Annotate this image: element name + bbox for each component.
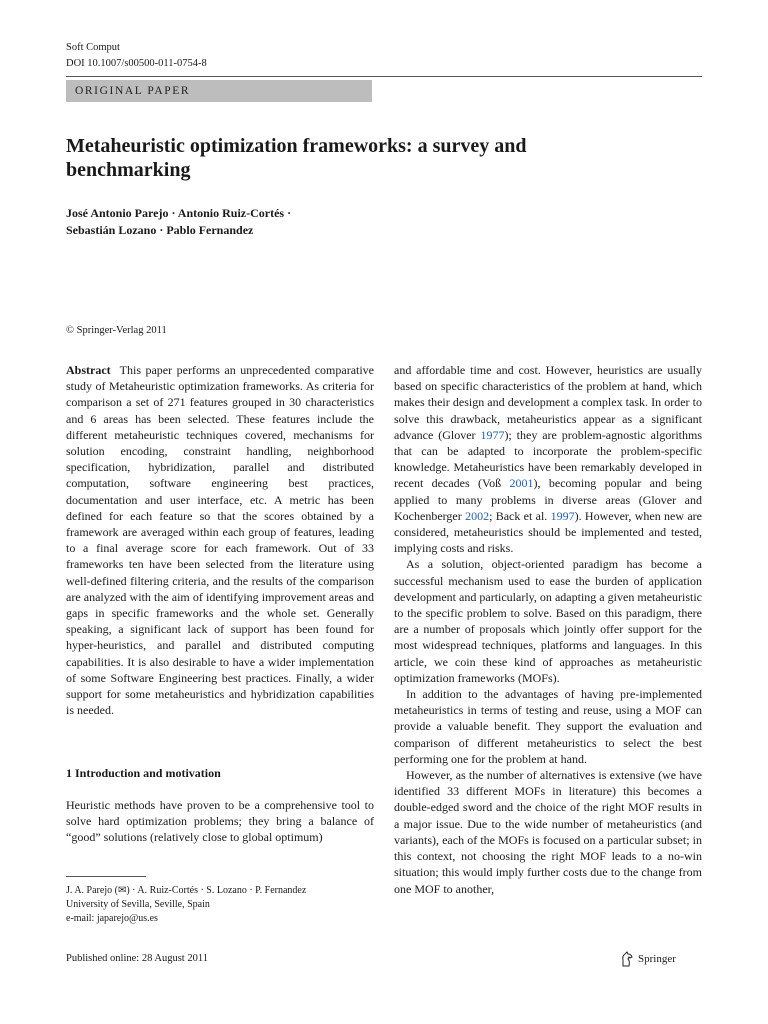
text-run: ; Back et al. xyxy=(489,508,551,523)
paragraph-1 xyxy=(394,362,702,556)
author-affiliation xyxy=(66,884,306,926)
author-list xyxy=(66,205,466,239)
paragraph-2: As a solution, object-oriented paradigm has become a successful mechanism used to ease the burden of application development and particularly, on adapting a given metaheuristic to the specific problem to solve. Based on this paradigm, there are a number of proposals which jointly offer support for the most widespread techniques, platforms and languages. In this article, we coin these kind of approaches as metaheuristic optimization frameworks (MOFs). xyxy=(394,557,702,685)
affiliation-authors: J. A. Parejo (✉) · A. Ruiz-Cortés · S. Lozano · P. Fernandez xyxy=(66,885,307,896)
publisher-name: Springer xyxy=(638,953,676,965)
footnote-rule xyxy=(66,876,146,877)
abstract-text: This paper performs an unprecedented comparative study of Metaheuristic optimization frameworks. As criteria for comparison a set of 271 features grouped in 30 characteristics and 6 areas has been selected. These features include the different metaheuristic techniques covered, mechanisms for solution encoding, constraint handling, neighborhood specification, hybridization, parallel and distributed computation, software engineering best practices, documentation and user interface, etc. A metric has been defined for each feature so that the scores obtained by a framework are averaged within each group of features, leading to a final average score for each framework. Out of 33 frameworks ten have been selected from the literature using well-defined filtering criteria, and the results of the comparison are analyzed with the aim of identifying improvement areas and gaps in specific frameworks and the whole set. Generally speaking, a significant lack of support has been found for hyper-heuristics, and parallel and distributed computing capabilities. It is also desirable to have a wider implementation of some Software Engineering best practices. Finally, a wider support for some metaheuristics and hybridization capabilities is needed. xyxy=(66,363,375,718)
publisher-logo xyxy=(620,951,676,967)
citation-link[interactable]: 1997 xyxy=(550,508,575,523)
affiliation-email: e-mail: japarejo@us.es xyxy=(66,913,158,924)
citation-link[interactable]: 1977 xyxy=(480,427,505,442)
copyright-notice: © Springer-Verlag 2011 xyxy=(66,325,167,336)
authors-line-2: Sebastián Lozano · Pablo Fernandez xyxy=(66,223,254,237)
text-run: and affordable time and cost. However, heuristics are usually based on specific characteristics of the problem at hand, which makes their design and development a complex task. In order to solve this drawback, metaheuristics appear as a significant advance (Glover xyxy=(394,363,702,442)
journal-name: Soft Comput xyxy=(66,42,120,53)
paragraph-3: In addition to the advantages of having pre-implemented metaheuristics in terms of testing and reuse, using a MOF can provide a valuable benefit. They support the evaluation and comparison of different metaheuristics to select the best performing one for the problem at hand. xyxy=(394,687,702,766)
right-column xyxy=(394,362,702,897)
intro-paragraph: Heuristic methods have proven to be a comprehensive tool to solve hard optimization problems; they bring a balance of “good” solutions (relatively close to global optimum) xyxy=(66,798,374,845)
affiliation-university: University of Sevilla, Seville, Spain xyxy=(66,899,210,910)
section-label: ORIGINAL PAPER xyxy=(66,80,372,102)
doi: DOI 10.1007/s00500-011-0754-8 xyxy=(66,58,207,69)
text-run: ), becoming popular and being applied to many problems in diverse areas (Glover and Kochenberger xyxy=(394,476,702,523)
left-column xyxy=(66,362,374,718)
section-heading: 1 Introduction and motivation xyxy=(66,766,221,780)
abstract xyxy=(66,362,374,718)
abstract-label: Abstract xyxy=(66,363,111,377)
springer-horse-icon xyxy=(620,951,634,967)
journal-header xyxy=(66,40,207,72)
paragraph-4: However, as the number of alternatives is extensive (we have identified 33 different MOFs in literature) this becomes a double-edged sword and the choice of the right MOF results in a major issue. Due to the wide number of metaheuristics (and variants), each of the MOFs is focused on a particular subset; in this context, not choosing the right MOF leads to a no-win situation; this would imply further costs due to the change from one MOF to another, xyxy=(394,768,702,896)
paper-title: Metaheuristic optimization frameworks: a survey and benchmarking xyxy=(66,135,527,181)
authors-line-1: José Antonio Parejo · Antonio Ruiz-Cortés · xyxy=(66,206,292,220)
text-run: ); they are problem-agnostic algorithms that can be adapted to incorporate the problem-specific knowledge. Metaheuristics have been remarkably developed in recent decades (Voß xyxy=(394,427,702,491)
publication-date: Published online: 28 August 2011 xyxy=(66,953,208,964)
text-run: ). However, when new are considered, metaheuristics should be implemented and tested, implying costs and risks. xyxy=(394,508,702,556)
header-rule xyxy=(66,76,702,77)
citation-link[interactable]: 2001 xyxy=(509,476,534,491)
citation-link[interactable]: 2002 xyxy=(465,508,490,523)
